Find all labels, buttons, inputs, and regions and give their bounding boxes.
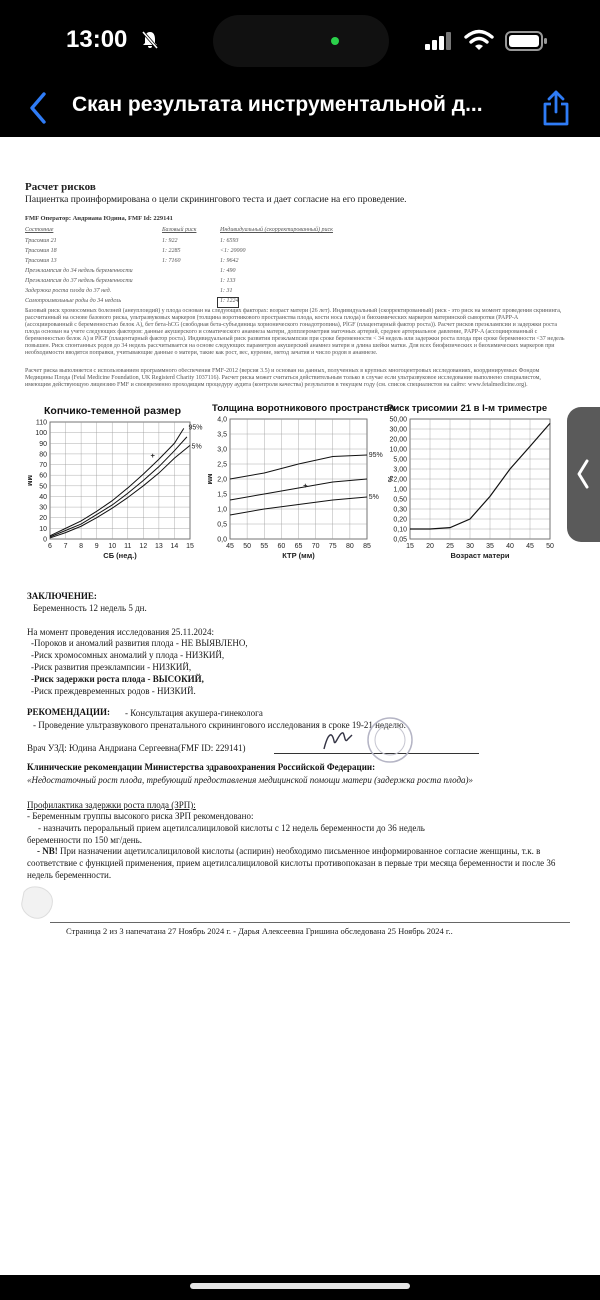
exam-date-line: На момент проведения исследования 25.11.2024: [27, 627, 215, 637]
risk-curve [410, 423, 550, 529]
table-cell: Трисомия 13 [25, 258, 57, 264]
table-cell: 1: 1224 [220, 298, 239, 304]
y-tick-label: 0,20 [393, 516, 407, 524]
nb-label: - NB! [37, 846, 58, 856]
y-tick-label: 40 [39, 493, 47, 501]
table-cell: <1: 20000 [220, 248, 246, 254]
table-cell: Трисомия 21 [25, 238, 57, 244]
footer-divider [50, 922, 570, 923]
status-time: 13:00 [66, 26, 128, 53]
x-tick-label: 10 [108, 543, 117, 550]
table-cell: 1: 7160 [162, 258, 181, 264]
nb-text: При назначении ацетилсалициловой кислоты (аспирин) необходимо письменное информированное согласие женщины, т.к. в соответствие с функцией применения, прием ацетилсалициловой кислоты противопоказан в первые три месяца беременности и после 36 недель беременности. [27, 846, 556, 880]
prophylaxis-title: Профилактика задержки роста плода (ЗРП): [27, 800, 196, 810]
chart3-title: Риск трисомии 21 в I-м триместре [387, 403, 548, 414]
x-tick-label: 45 [526, 543, 534, 550]
chevron-left-icon[interactable] [24, 90, 54, 126]
table-cell: 1: 9642 [220, 258, 239, 264]
table-cell: 1: 133 [220, 278, 236, 284]
navigation-bar [0, 80, 600, 136]
percentile-5-line [50, 445, 190, 538]
table-header: Индивидуальный (скорректированный) риск [220, 227, 333, 233]
x-axis-label: Возраст матери [450, 551, 510, 560]
x-tick-label: 75 [328, 543, 337, 550]
wifi-icon [464, 29, 494, 51]
y-tick-label: 0,10 [393, 526, 407, 534]
x-tick-label: 7 [63, 543, 68, 550]
recommendation-item: - Проведение ультразвукового пренатального скринингового исследования в сроке 19-21 неделю. [33, 720, 406, 730]
charts-svg [0, 407, 600, 577]
x-tick-label: 50 [546, 543, 554, 550]
table-cell: 1: 2285 [162, 248, 181, 254]
finding-item-high-risk: -Риск задержки роста плода - ВЫСОКИЙ, [31, 674, 204, 684]
x-tick-label: 45 [226, 543, 234, 550]
table-cell: 1: 490 [220, 268, 236, 274]
conclusion-title: ЗАКЛЮЧЕНИЕ: [27, 591, 97, 601]
battery-icon [505, 31, 549, 51]
y-tick-label: 80 [39, 451, 47, 459]
y-tick-label: 0 [43, 536, 47, 544]
x-tick-label: 65 [294, 543, 303, 550]
prophylaxis-line: беременности по 150 мг/день. [27, 835, 142, 845]
x-tick-label: 30 [466, 543, 474, 550]
y-tick-label: 70 [39, 462, 47, 470]
patient-marker: + [150, 451, 155, 461]
chart1-title: Копчико-теменной размер [44, 405, 182, 417]
home-indicator [190, 1283, 410, 1289]
t21-risk-chart [386, 417, 554, 561]
x-tick-label: 55 [260, 543, 269, 550]
finding-item: -Риск развития преэклампсии - НИЗКИЙ, [31, 662, 192, 672]
table-cell: Задержка роста плода до 37 нед. [25, 288, 112, 294]
series-label-95: 95% [188, 424, 203, 432]
x-tick-label: 50 [243, 543, 252, 550]
x-tick-label: 35 [486, 543, 494, 550]
scan-blot [18, 882, 58, 922]
camera-indicator-icon [331, 37, 339, 45]
y-tick-label: 2,00 [393, 476, 407, 484]
x-tick-label: 40 [506, 543, 514, 550]
y-tick-label: 30 [39, 504, 47, 512]
y-tick-label: 10,00 [389, 446, 407, 454]
prophylaxis-line: - назначить пероральный прием ацетилсалициловой кислоты с 12 недель беременности до 36 недель [38, 823, 425, 833]
y-tick-label: 1,5 [217, 491, 227, 499]
y-tick-label: 4,0 [217, 416, 227, 424]
prophylaxis-line: - Беременным группы высокого риска ЗРП рекомендовано: [27, 811, 254, 821]
y-axis-label: % [386, 475, 395, 483]
nt-chart [206, 417, 383, 561]
series-label-5: 5% [368, 494, 379, 501]
x-axis-label: СБ (нед.) [103, 551, 137, 560]
table-cell: Трисомия 18 [25, 248, 57, 254]
finding-item: -Пороков и аномалий развития плода - НЕ ВЫЯВЛЕНО, [31, 638, 248, 648]
y-axis-label: мм [26, 474, 35, 487]
x-tick-label: 60 [277, 543, 286, 550]
chart-frame [50, 422, 190, 539]
y-tick-label: 2,5 [217, 461, 227, 469]
y-tick-label: 5,00 [393, 456, 407, 464]
x-axis-label: КТР (мм) [282, 551, 315, 560]
y-tick-label: 0,5 [217, 521, 227, 529]
side-panel-handle[interactable] [567, 407, 600, 542]
document-scan[interactable] [0, 137, 600, 1275]
y-tick-label: 60 [39, 472, 47, 480]
risk-calc-title: Расчет рисков [25, 181, 96, 193]
y-tick-label: 0,0 [217, 536, 227, 544]
clinical-text: «Недостаточный рост плода, требующий предоставления медицинской помощи матери (задержка роста плода)» [27, 775, 473, 785]
cellular-signal-icon [425, 32, 455, 50]
y-tick-label: 3,0 [217, 446, 227, 454]
findings-list [31, 637, 248, 697]
page-footer: Страница 2 из 3 напечатана 27 Ноябрь 2024 г. - Дарья Алексеевна Гришина обследована 25 Ноябрь 2024 г.. [66, 926, 453, 936]
fine-print-risk-method: Базовый риск хромосомных болезней (анеуплоидий) у плода основан на следующих факторах: возраст матери (26 лет). Индивидуальный (скорректированный) риск - это риск на момент проведения скрининга, рассчитанный на основе базового риска, ультразвуковых маркеров (толщина воротникового пространства плода, кости носа плода) и биохимических маркеров материнской сыворотки (PAPP-A (ассоциированный с беременностью белок А), бет бета-hCG (свободная бета-субъединица хорионического гонадотропина), PlGF (плацентарный фактор роста)). Расчет рисков преэклампсии и задержки роста плода основан на учете следующих факторов: данные акушерского и соматического анамнеза матери, допплерометрия маточных артерий, среднее артериальное давление, PAPP-A (ассоциированный с беременностью белок А) и PlGF (плацентарный фактор роста). Индивидуальный риск развития преэклампсии при сроке беременности < 34 недель или задержки роста плода при сроке беременности <37 недель повышен. Риск спонтанных родов до 34 недель рассчитывается на основе следующих параметров акушерский анамнез матери и длина шейки матки. Для всех биофизических и биохимических маркеров при необходимости вводятся поправки, учитывающие данные о матери, такие как рост, вес, курение, метод зачатия и число родов в анамнезе. [25, 308, 565, 356]
x-tick-label: 14 [170, 543, 179, 550]
x-tick-label: 13 [154, 543, 163, 550]
recommendation-item: - Консультация акушера-гинеколога [125, 708, 263, 718]
table-cell: Преэклампсия до 34 недель беременности [25, 268, 133, 274]
chevron-left-icon [567, 407, 600, 542]
consent-line: Пациентка проинформирована о цели скринингового теста и дает согласие на его проведение. [25, 195, 407, 205]
x-tick-label: 70 [311, 543, 320, 550]
y-tick-label: 30,00 [389, 426, 407, 434]
patient-marker: + [303, 481, 308, 490]
operator-line: FMF Оператор: Андриана Юдина, FMF Id: 229141 [25, 215, 173, 222]
series-label-5: 5% [191, 443, 202, 451]
series-label-95: 95% [368, 452, 383, 459]
y-tick-label: 0,05 [393, 536, 407, 544]
y-tick-label: 90 [39, 440, 47, 448]
y-tick-label: 3,00 [393, 466, 407, 474]
y-tick-label: 50 [39, 483, 47, 491]
finding-item: -Риск преждевременных родов - НИЗКИЙ. [31, 686, 196, 696]
table-cell: Преэклампсия до 37 недель беременности [25, 278, 133, 284]
x-tick-label: 11 [124, 543, 132, 550]
table-header: Состояние [25, 227, 54, 233]
table-cell: 1: 31 [220, 288, 233, 294]
doctor-line: Врач УЗД: Юдина Андриана Сергеевна(FMF ID: 229141) [27, 743, 246, 753]
y-tick-label: 1,00 [393, 486, 407, 494]
y-tick-label: 0,30 [393, 506, 407, 514]
table-header: Базовый риск [162, 227, 197, 233]
y-tick-label: 0,50 [393, 496, 407, 504]
x-tick-label: 12 [139, 543, 148, 550]
x-tick-label: 8 [79, 543, 84, 550]
y-tick-label: 20,00 [389, 436, 407, 444]
y-tick-label: 2,0 [217, 476, 227, 484]
crl-chart [26, 420, 202, 561]
finding-item: -Риск хромосомных аномалий у плода - НИЗКИЙ, [31, 650, 225, 660]
y-tick-label: 50,00 [389, 416, 407, 424]
y-tick-label: 100 [35, 430, 47, 438]
y-tick-label: 20 [39, 515, 47, 523]
percentile-95-line [50, 428, 184, 535]
x-tick-label: 9 [94, 543, 99, 550]
x-tick-label: 85 [363, 543, 371, 550]
fine-print-software: Расчет риска выполняется с использованием программного обеспечения FMF-2012 (версия 3.5) и основан на данных, полученных в крупных многоцентровых исследованиях, координируемых Фондом Медицины Плода (Fetal Medicine Foundation, UK Registerd Charity 1037116). Расчет риска может считаться действительным только в случае если ультразвуковое исследование выполнено специалистом, имеющим действующую лицензию FMF и своевременно проходящим процедуру аудита (контроля качества) результатов в текущем году (см. список специалистов на сайте: www.fetalmedicine.org). [25, 368, 541, 388]
y-tick-label: 3,5 [217, 431, 227, 439]
clinical-title: Клинические рекомендации Министерства здравоохранения Российской Федерации: [27, 762, 376, 772]
doctor-signature [318, 727, 358, 755]
bell-muted-icon [140, 30, 160, 50]
x-tick-label: 6 [48, 543, 52, 550]
table-cell: Самопроизвольные роды до 34 недель [25, 298, 122, 304]
dynamic-island [213, 15, 389, 67]
page-title: Скан результата инструментальной д... [72, 93, 483, 116]
x-tick-label: 15 [186, 543, 194, 550]
stamp-icon [360, 715, 420, 765]
y-axis-label: мм [206, 473, 215, 485]
nb-note [27, 845, 557, 881]
status-bar [0, 0, 600, 80]
y-tick-label: 110 [35, 419, 47, 427]
x-tick-label: 25 [446, 543, 454, 550]
x-tick-label: 20 [426, 543, 434, 550]
table-cell: 1: 6593 [220, 238, 239, 244]
y-tick-label: 10 [39, 525, 47, 533]
chart2-title: Толщина воротникового пространства [212, 403, 395, 414]
x-tick-label: 15 [406, 543, 414, 550]
pregnancy-term: Беременность 12 недель 5 дн. [33, 603, 147, 613]
x-tick-label: 80 [345, 543, 354, 550]
y-tick-label: 1,0 [217, 506, 227, 514]
table-cell: 1: 922 [162, 238, 178, 244]
highlight-box [217, 297, 239, 308]
recommendations-title: РЕКОМЕНДАЦИИ: [27, 707, 110, 717]
share-icon[interactable] [540, 88, 572, 128]
